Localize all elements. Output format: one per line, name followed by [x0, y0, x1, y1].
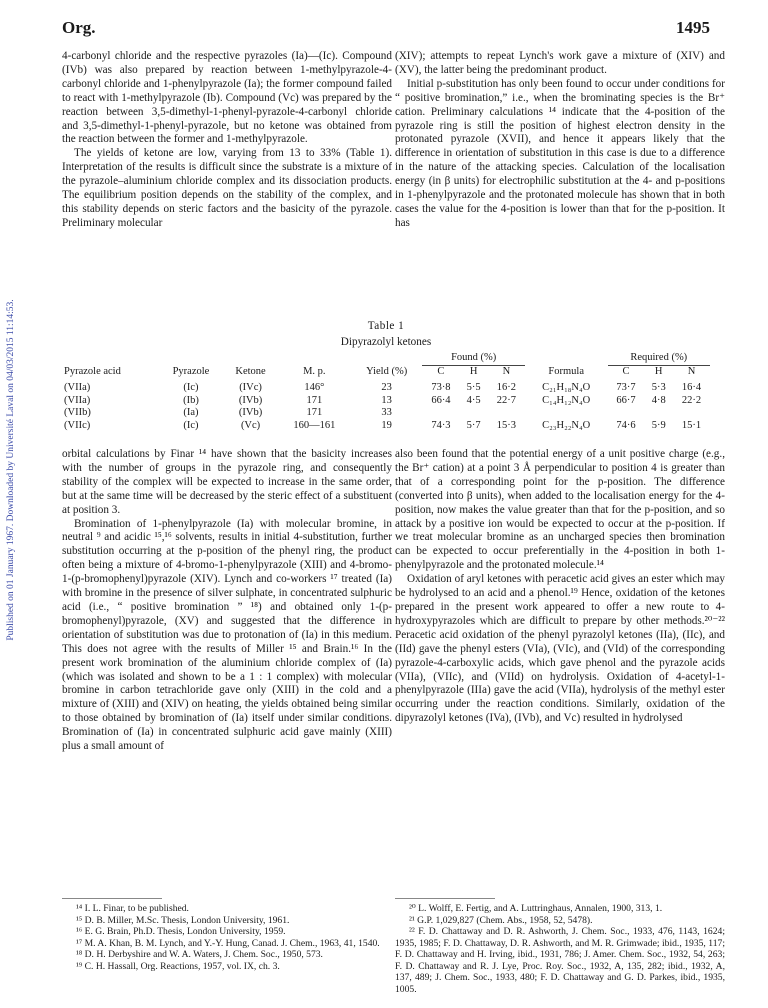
paragraph: 4-carbonyl chloride and the respective pyrazoles (Ia)—(Ic). Compound (IVb) was also prepared by reaction between 1-methylpyrazole-4-carbonyl chloride and 1-phenylpyrazole (Ia); the former compound failed to react with 1-methylpyrazole (Ib). Compound (Vc) was prepared by the reaction between 3,5-dimethyl-1-phenyl-pyrazole-4-carbonyl chloride and 3,5-dimethyl-1-phenyl-pyrazole, but no ketone was obtained from the reaction between the former and 1-methylpyrazole.: [62, 50, 392, 146]
footnotes-right: [395, 903, 725, 995]
footnote: ¹⁸ D. H. Derbyshire and W. A. Waters, J. Chem. Soc., 1950, 573.: [76, 949, 323, 960]
column-header: Ketone: [235, 365, 266, 377]
column-header: Formula: [548, 365, 584, 377]
footnote: ¹⁷ M. A. Khan, B. M. Lynch, and Y.-Y. Hung, Canad. J. Chem., 1963, 41, 1540.: [76, 937, 380, 949]
page-number: 1495: [676, 18, 710, 37]
paragraph: orbital calculations by Finar ¹⁴ have shown that the basicity increases with the number of groups in the pyrazole ring, and consequently stability of the complex will be expected to increase in the same order, but at the same time will be decreased by the steric effect of a substituent at position 3.: [62, 448, 392, 516]
column-header: M. p.: [303, 365, 326, 377]
table-row: (VIIa) (Ib) (IVb) 171 13 66·4 4·5 22·7 C₁₄H₁₂N₄O 66·7 4·8 22·2: [64, 394, 702, 406]
column-header: C: [437, 365, 445, 377]
footnote-rule: [395, 898, 495, 899]
column-header: H: [469, 365, 478, 377]
download-watermark: [0, 0, 22, 1008]
column-left-top: [62, 50, 392, 231]
column-header: H: [654, 365, 663, 377]
column-header: N: [502, 365, 511, 377]
required-group-header: Required (%): [608, 352, 710, 365]
footnote: ²² F. D. Chattaway and D. R. Ashworth, J. Chem. Soc., 1933, 476, 1143, 1624; 1935, 1985; F. D. Chattaway, D. R. Ashworth, and M. R. Grimwade; ibid., 1935, 117; F. D. Chattaway and H. Irving, ibid., 1931, 786; J. Amer. Chem. Soc., 1932, 54, 263; F. D. Chattaway and R. J. Lye, Proc. Roy. Soc., 1932, A, 135, 282; ibid., 1932, A, 137, 489; J. Chem. Soc., 1933, 480; F. D. Chattaway and G. D. Parkes, ibid., 1935, 1005.: [395, 926, 725, 995]
table-caption: Dipyrazolyl ketones: [340, 336, 432, 348]
footnote: ²⁰ L. Wolff, E. Fertig, and A. Luttringhaus, Annalen, 1900, 313, 1.: [409, 903, 663, 914]
data-table: [62, 352, 710, 432]
found-group-header: Found (%): [422, 352, 524, 365]
table-row: (VIIc) (Ic) (Vc) 160—161 19 74·3 5·7 15·3 C₂₃H₂₂N₄O 74·6 5·9 15·1: [64, 419, 702, 431]
ketone-table: [62, 352, 710, 432]
column-right-bottom: [395, 448, 725, 726]
paragraph: Initial p-substitution has only been found to occur under conditions for “ positive bromination,” i.e., when the brominating species is the Br⁺ cation. Preliminary calculations ¹⁴ indicate that the 4-position of the pyrazole ring is still the position of highest electron density in the protonated pyrazole (XVII), and hence it appears likely that the difference in orientation of substitution in this case is due to a difference in the nature of the attacking species. Calculation of the localisation energy (in β units) for electrophilic substitution at the 4- and p-positions in 1-phenylpyrazole and the protonated molecule has shown that in both cases the value for the 4-position is lower than that for the p-position. It has: [395, 77, 725, 229]
column-left-bottom: [62, 448, 392, 754]
footnote: ¹⁵ D. B. Miller, M.Sc. Thesis, London University, 1961.: [76, 914, 290, 926]
footnote: ²¹ G.P. 1,029,827 (Chem. Abs., 1958, 52, 5478).: [409, 914, 593, 926]
download-watermark-text[interactable]: Published on 01 January 1967. Downloaded by Université Laval on 04/03/2015 11:14:53.: [6, 299, 16, 641]
column-header: N: [687, 365, 696, 377]
footnotes-left: [62, 903, 392, 972]
footnote-rule: [62, 898, 162, 899]
column-header: Yield (%): [366, 365, 408, 377]
paragraph: Bromination of 1-phenylpyrazole (Ia) with molecular bromine, in neutral ⁹ and acidic ¹⁵,¹⁶ solvents, results in initial 4-substitution, further substitution occurring at the p-position of the phenyl ring, the product often being a mixture of 4-bromo-1-phenylpyrazole (XIII) and 4-bromo-1-(p-bromophenyl)pyrazole (XIV). Lynch and co-workers ¹⁷ treated (Ia) with bromine in the presence of silver sulphate, in concentrated sulphuric acid (i.e., “ positive bromination ” ¹⁸) and obtained only 1-(p-bromophenyl)pyrazole, (XV) and suggested that the difference in orientation of substitution was due to protonation of (Ia) in this medium. This does not agree with the results of Miller ¹⁵ and Brain.¹⁶ In the present work bromination of the aluminium chloride complex of (Ia) (which was isolated and shown to be a 1 : 1 complex) with molecular bromine in carbon tetrachloride gave only (XIII) in the cold and a mixture of (XIII) and (XIV) on heating, the yields obtained being similar to those obtained by bromination of (Ia) itself under similar conditions. Bromination of (Ia) in concentrated sulphuric acid gave mainly (XIII) plus a small amount of: [62, 517, 392, 753]
table-row: (VIIb) (Ia) (IVb) 171 33: [64, 407, 392, 418]
table-title: Table 1: [367, 320, 405, 332]
paragraph: (XIV); attempts to repeat Lynch's work gave a mixture of (XIV) and (XV), the latter being the predominant product.: [395, 50, 725, 76]
column-right-top: [395, 50, 725, 231]
column-header: Pyrazole acid: [64, 365, 121, 377]
footnote: ¹⁴ I. L. Finar, to be published.: [76, 903, 189, 914]
table-row: (VIIa) (Ic) (IVc) 146° 23 73·8 5·5 16·2 C₂₁H₁₈N₄O 73·7 5·3 16·4: [64, 382, 702, 393]
paragraph: also been found that the potential energy of a unit positive charge (e.g., the Br⁺ cation) at a point 3 Å perpendicular to position 4 is greater than that of a corresponding point for the p-position. The difference (converted into β units), when added to the localisation energy for the 4-position, now makes the value greater than that for the p-position, and so attack by a positive ion would be expected to occur at the p-position. If we treat molecular bromine as an uncharged species then bromination can be expected to occur preferentially in the 4-position in both 1-phenylpyrazole and the protonated molecule.¹⁴: [395, 448, 725, 572]
paragraph: Oxidation of aryl ketones with peracetic acid gives an ester which may be hydrolysed to an acid and a phenol.¹⁹ Hence, oxidation of the ketones prepared in the present work appeared to offer a new route to 4-hydroxypyrazoles which are difficult to prepare by other methods.²⁰⁻²² Peracetic acid oxidation of the phenyl pyrazolyl ketones (IIa), (IIc), and (IId) gave the phenyl esters (VIa), (VIc), and (VId) of the corresponding pyrazole-4-carboxylic acids, which gave phenol and the pyrazole acids (VIIa), (VIIc), and (VIId) on hydrolysis. Oxidation of 4-acetyl-1-phenylpyrazole (IIIa) gave the acid (VIIa), hydrolysis of the methyl ester occurring under the reaction conditions. Similarly, oxidation of the dipyrazolyl ketones (IVa), (IVb), and Vc) resulted in hydrolysed: [395, 573, 725, 725]
paragraph: The yields of ketone are low, varying from 13 to 33% (Table 1). Interpretation of the results is difficult since the substrate is a mixture of the pyrazole–aluminium chloride complex and its dissociation products. The equilibrium position depends on the stability of the complex, and this stability depends on steric factors and the basicity of the pyrazole. Preliminary molecular: [62, 147, 392, 229]
running-header-section: Org.: [62, 18, 96, 37]
footnote: ¹⁶ E. G. Brain, Ph.D. Thesis, London University, 1959.: [76, 926, 286, 937]
column-header: Pyrazole: [172, 365, 210, 377]
column-header: C: [622, 365, 630, 377]
footnote: ¹⁹ C. H. Hassall, Org. Reactions, 1957, vol. IX, ch. 3.: [76, 960, 280, 972]
